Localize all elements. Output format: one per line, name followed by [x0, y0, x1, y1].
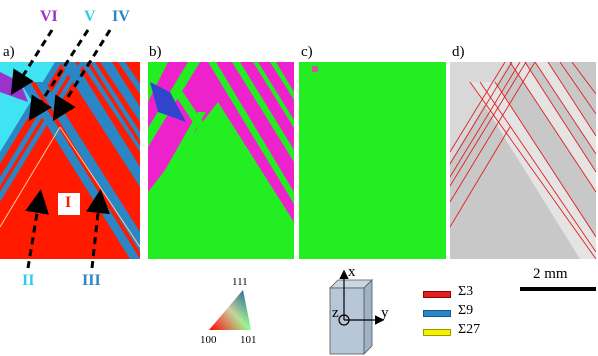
- panel-d-label: d): [452, 44, 465, 60]
- panel-d-boundary-map: [450, 62, 596, 259]
- grain-label-II: II: [22, 272, 35, 289]
- grain-label-V: V: [84, 8, 96, 25]
- grain-label-III: III: [82, 272, 101, 289]
- ipf-label-100: 100: [200, 334, 217, 346]
- ipf-label-111: 111: [232, 276, 248, 288]
- panel-c-speck: [312, 66, 318, 72]
- panel-b-ebsd-map: [148, 62, 294, 259]
- legend-swatch-sigma27: [423, 329, 451, 336]
- axis-label-z: z: [332, 305, 339, 321]
- ipf-label-101: 101: [240, 334, 257, 346]
- legend-label-sigma9: Σ9: [458, 303, 474, 318]
- legend-swatch-sigma9: [423, 310, 451, 317]
- axis-label-y: y: [381, 305, 389, 321]
- axis-label-x: x: [348, 264, 356, 280]
- legend-swatch-sigma3: [423, 291, 451, 298]
- grain-label-IV: IV: [112, 8, 130, 25]
- panel-c-label: c): [301, 44, 313, 60]
- grain-label-VI: VI: [40, 8, 58, 25]
- scale-bar-label: 2 mm: [533, 266, 568, 282]
- grain-label-I: I: [65, 194, 72, 211]
- legend-label-sigma27: Σ27: [458, 322, 481, 337]
- panel-b-label: b): [149, 44, 162, 60]
- legend-label-sigma3: Σ3: [458, 284, 474, 299]
- ipf-color-triangle: [205, 286, 255, 334]
- panel-c-ebsd-map: [299, 62, 446, 259]
- panel-a-label: a): [3, 44, 15, 60]
- scale-bar: [520, 287, 596, 291]
